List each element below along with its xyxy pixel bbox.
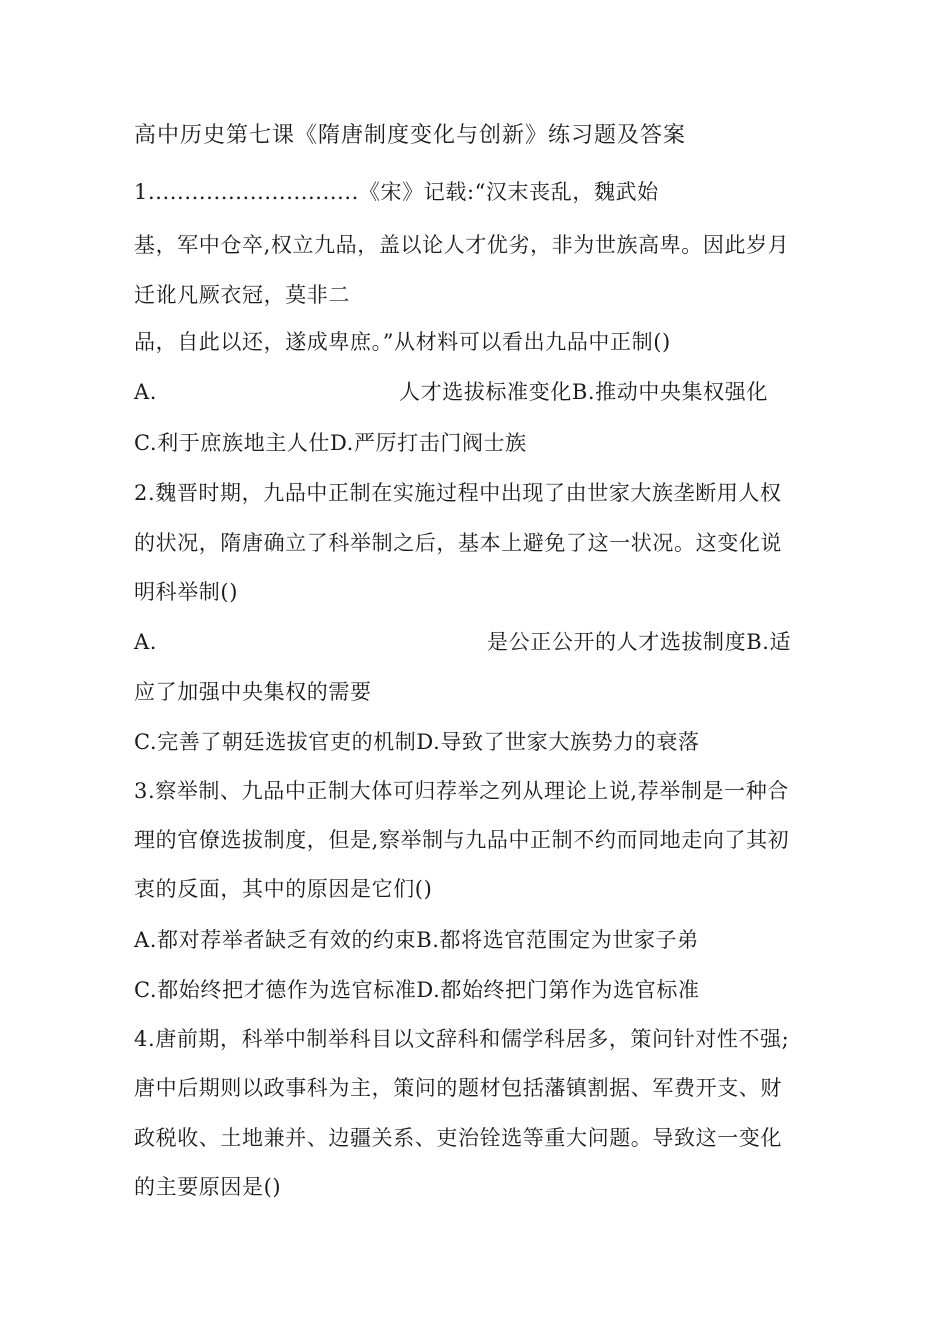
question-1-line-3: 迁讹凡厥衣冠，莫非二 xyxy=(134,283,350,307)
question-1-option-row-2: C.利于庶族地主人仕D.严厉打击门阀士族 xyxy=(134,431,527,455)
option-a-label: A. xyxy=(134,380,158,404)
question-2-line-1: 2.魏晋时期，九品中正制在实施过程中出现了由世家大族垄断用人权 xyxy=(134,481,782,505)
question-1-line-2: 基，军中仓卒,权立九品，盖以论人才优劣，非为世族高卑。因此岁月 xyxy=(134,233,790,257)
question-2-line-2: 的状况，隋唐确立了科举制之后，基本上避免了这一状况。这变化说 xyxy=(134,531,782,555)
question-3-line-3: 衷的反面，其中的原因是它们() xyxy=(134,877,433,901)
question-1-option-row-1 xyxy=(134,377,768,407)
question-3-line-2: 理的官僚选拔制度，但是,察举制与九品中正制不约而同地走向了其初 xyxy=(134,828,790,852)
question-2-option-row-2: C.完善了朝廷选拔官吏的机制D.导致了世家大族势力的衰落 xyxy=(134,730,700,754)
question-4-line-1: 4.唐前期，科举中制举科目以文辞科和儒学科居多，策问针对性不强; xyxy=(134,1027,790,1051)
option-a-label: A. xyxy=(134,630,158,654)
question-3-line-1: 3.察举制、九品中正制大体可归荐举之列从理论上说,荐举制是一种合 xyxy=(134,779,789,803)
option-text: 人才选拔标准变化B.推动中央集权强化 xyxy=(399,380,768,404)
question-3-option-row-2: C.都始终把才德作为选官标准D.都始终把门第作为选官标准 xyxy=(134,978,700,1002)
question-4-line-4: 的主要原因是() xyxy=(134,1175,282,1199)
option-text: 是公正公开的人才选拔制度B.适 xyxy=(487,630,792,654)
question-2-option-row-1-continued: 应了加强中央集权的需要 xyxy=(134,680,372,704)
question-4-line-2: 唐中后期则以政事科为主，策问的题材包括藩镇割据、军费开支、财 xyxy=(134,1076,782,1100)
question-2-option-row-1 xyxy=(134,627,791,657)
question-4-line-3: 政税收、土地兼并、边疆关系、吏治铨选等重大问题。导致这一变化 xyxy=(134,1126,782,1150)
question-1-line-1: 1.............................《宋》记载:“汉末丧乱，魏武始 xyxy=(134,180,659,204)
document-title: 高中历史第七课《隋唐制度变化与创新》练习题及答案 xyxy=(134,123,687,148)
question-2-line-3: 明科举制() xyxy=(134,580,238,604)
question-3-option-row-1: A.都对荐举者缺乏有效的约束B.都将选官范围定为世家子弟 xyxy=(134,928,699,952)
question-1-line-4: 品，自此以还，遂成卑庶。”从材料可以看出九品中正制() xyxy=(134,330,671,354)
